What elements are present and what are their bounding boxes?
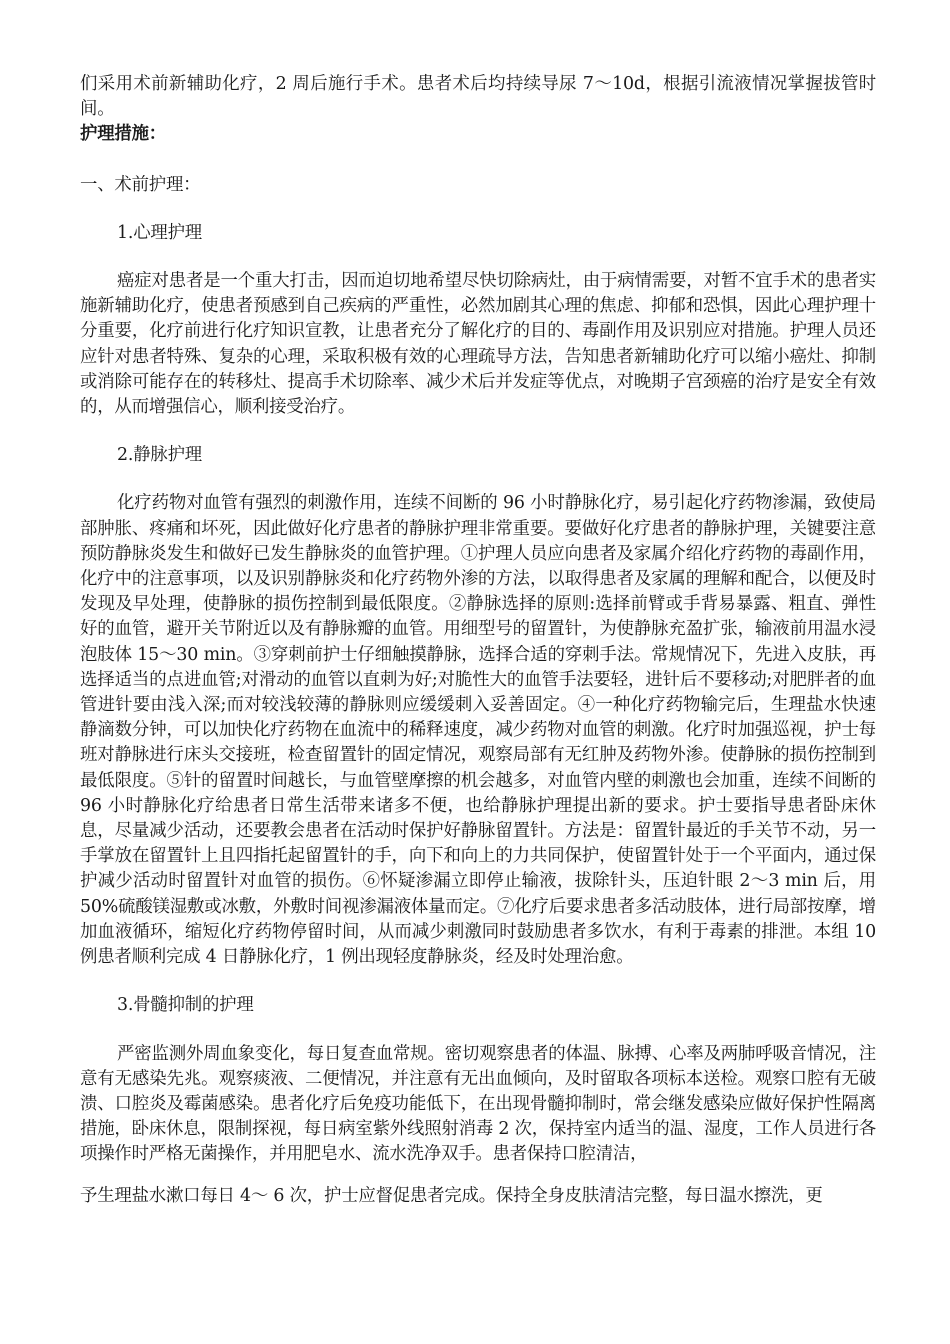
paragraph-bone-marrow-continuation: 予生理盐水漱口每日 4～ 6 次，护士应督促患者完成。保持全身皮肤清洁完整，每日温水擦洗，更 bbox=[80, 1185, 823, 1206]
intro-paragraph: 们采用术前新辅助化疗，2 周后施行手术。患者术后均持续导尿 7～10d，根据引流液情况掌握拔管时间。 bbox=[80, 74, 876, 120]
subsection-heading-bone-marrow: 3.骨髓抑制的护理 bbox=[117, 995, 254, 1016]
part-heading: 一、术前护理： bbox=[80, 174, 201, 195]
paragraph-psychological: 癌症对患者是一个重大打击，因而迫切地希望尽快切除病灶，由于病情需要，对暂不宜手术的患者实施新辅助化疗，使患者预感到自己疾病的严重性，必然加剧其心理的焦虑、抑郁和恐惧，因此心理护理十分重要，化疗前进行化疗知识宣教，让患者充分了解化疗的目的、毒副作用及识别应对措施。护理人员还应针对患者特殊、复杂的心理，采取积极有效的心理疏导方法，告知患者新辅助化疗可以缩小癌灶、抑制或消除可能存在的转移灶、提高手术切除率、减少术后并发症等优点，对晚期子宫颈癌的治疗是安全有效的，从而增强信心，顺利接受治疗。 bbox=[80, 271, 876, 418]
subsection-heading-venous: 2.静脉护理 bbox=[117, 445, 202, 466]
paragraph-bone-marrow: 严密监测外周血象变化，每日复查血常规。密切观察患者的体温、脉搏、心率及两肺呼吸音情况，注意有无感染先兆。观察痰液、二便情况，并注意有无出血倾向，及时留取各项标本送检。观察口腔有无破溃、口腔炎及霉菌感染。患者化疗后免疫功能低下，在出现骨髓抑制时，常会继发感染应做好保护性隔离措施，卧床休息，限制探视，每日病室紫外线照射消毒 2 次，保持室内适当的温、湿度，工作人员进行各项操作时严格无菌操作，并用肥皂水、流水洗净双手。患者保持口腔清洁， bbox=[80, 1043, 876, 1165]
subsection-heading-psychological: 1.心理护理 bbox=[117, 222, 202, 243]
paragraph-venous: 化疗药物对血管有强烈的刺激作用，连续不间断的 96 小时静脉化疗，易引起化疗药物渗漏，致使局部肿胀、疼痛和坏死，因此做好化疗患者的静脉护理非常重要。要做好化疗患者的静脉护理，关键要注意预防静脉炎发生和做好已发生静脉炎的血管护理。①护理人员应向患者及家属介绍化疗药物的毒副作用，化疗中的注意事项，以及识别静脉炎和化疗药物外渗的方法，以取得患者及家属的理解和配合，以便及时发现及早处理，使静脉的损伤控制到最低限度。②静脉选择的原则:选择前臂或手背易暴露、粗直、弹性好的血管，避开关节附近以及有静脉瓣的血管。用细型号的留置针，为使静脉充盈扩张，输液前用温水浸泡肢体 15～30 min。③穿刺前护士仔细触摸静脉，选择合适的穿刺手法。常规情况下，先进入皮肤，再选择适当的点进血管;对滑动的血管以直刺为好;对脆性大的血管手法要轻，进针后不要移动;对肥胖者的血管进针要由浅入深;而对较浅较薄的静脉则应缓缓刺入妥善固定。④一种化疗药物输完后，生理盐水快速静滴数分钟，可以加快化疗药物在血流中的稀释速度，减少药物对血管的刺激。化疗时加强巡视，护士每班对静脉进行床头交接班，检查留置针的固定情况，观察局部有无红肿及药物外渗。使静脉的损伤控制到最低限度。⑤针的留置时间越长，与血管壁摩擦的机会越多，对血管内壁的刺激也会加重，连续不间断的 96 小时静脉化疗给患者日常生活带来诸多不便，也给静脉护理提出新的要求。护士要指导患者卧床休息，尽量减少活动，还要教会患者在活动时保护好静脉留置针。方法是：留置针最近的手关节不动，另一手掌放在留置针上且四指托起留置针的手，向下和向上的力共同保护，使留置针处于一个平面内，通过保护减少活动时留置针对血管的损伤。⑥怀疑渗漏立即停止输液，拔除针头，压迫针眼 2～3 min 后，用 50%硫酸镁湿敷或冰敷，外敷时间视渗漏液体量而定。⑦化疗后要求患者多活动肢体，进行局部按摩，增加血液循环，缩短化疗药物停留时间，从而减少刺激同时鼓励患者多饮水，有利于毒素的排泄。本组 10 例患者顺利完成 4 日静脉化疗，1 例出现轻度静脉炎，经及时处理治愈。 bbox=[80, 493, 876, 968]
section-title: 护理措施： bbox=[80, 124, 166, 145]
document-page bbox=[80, 72, 876, 1209]
